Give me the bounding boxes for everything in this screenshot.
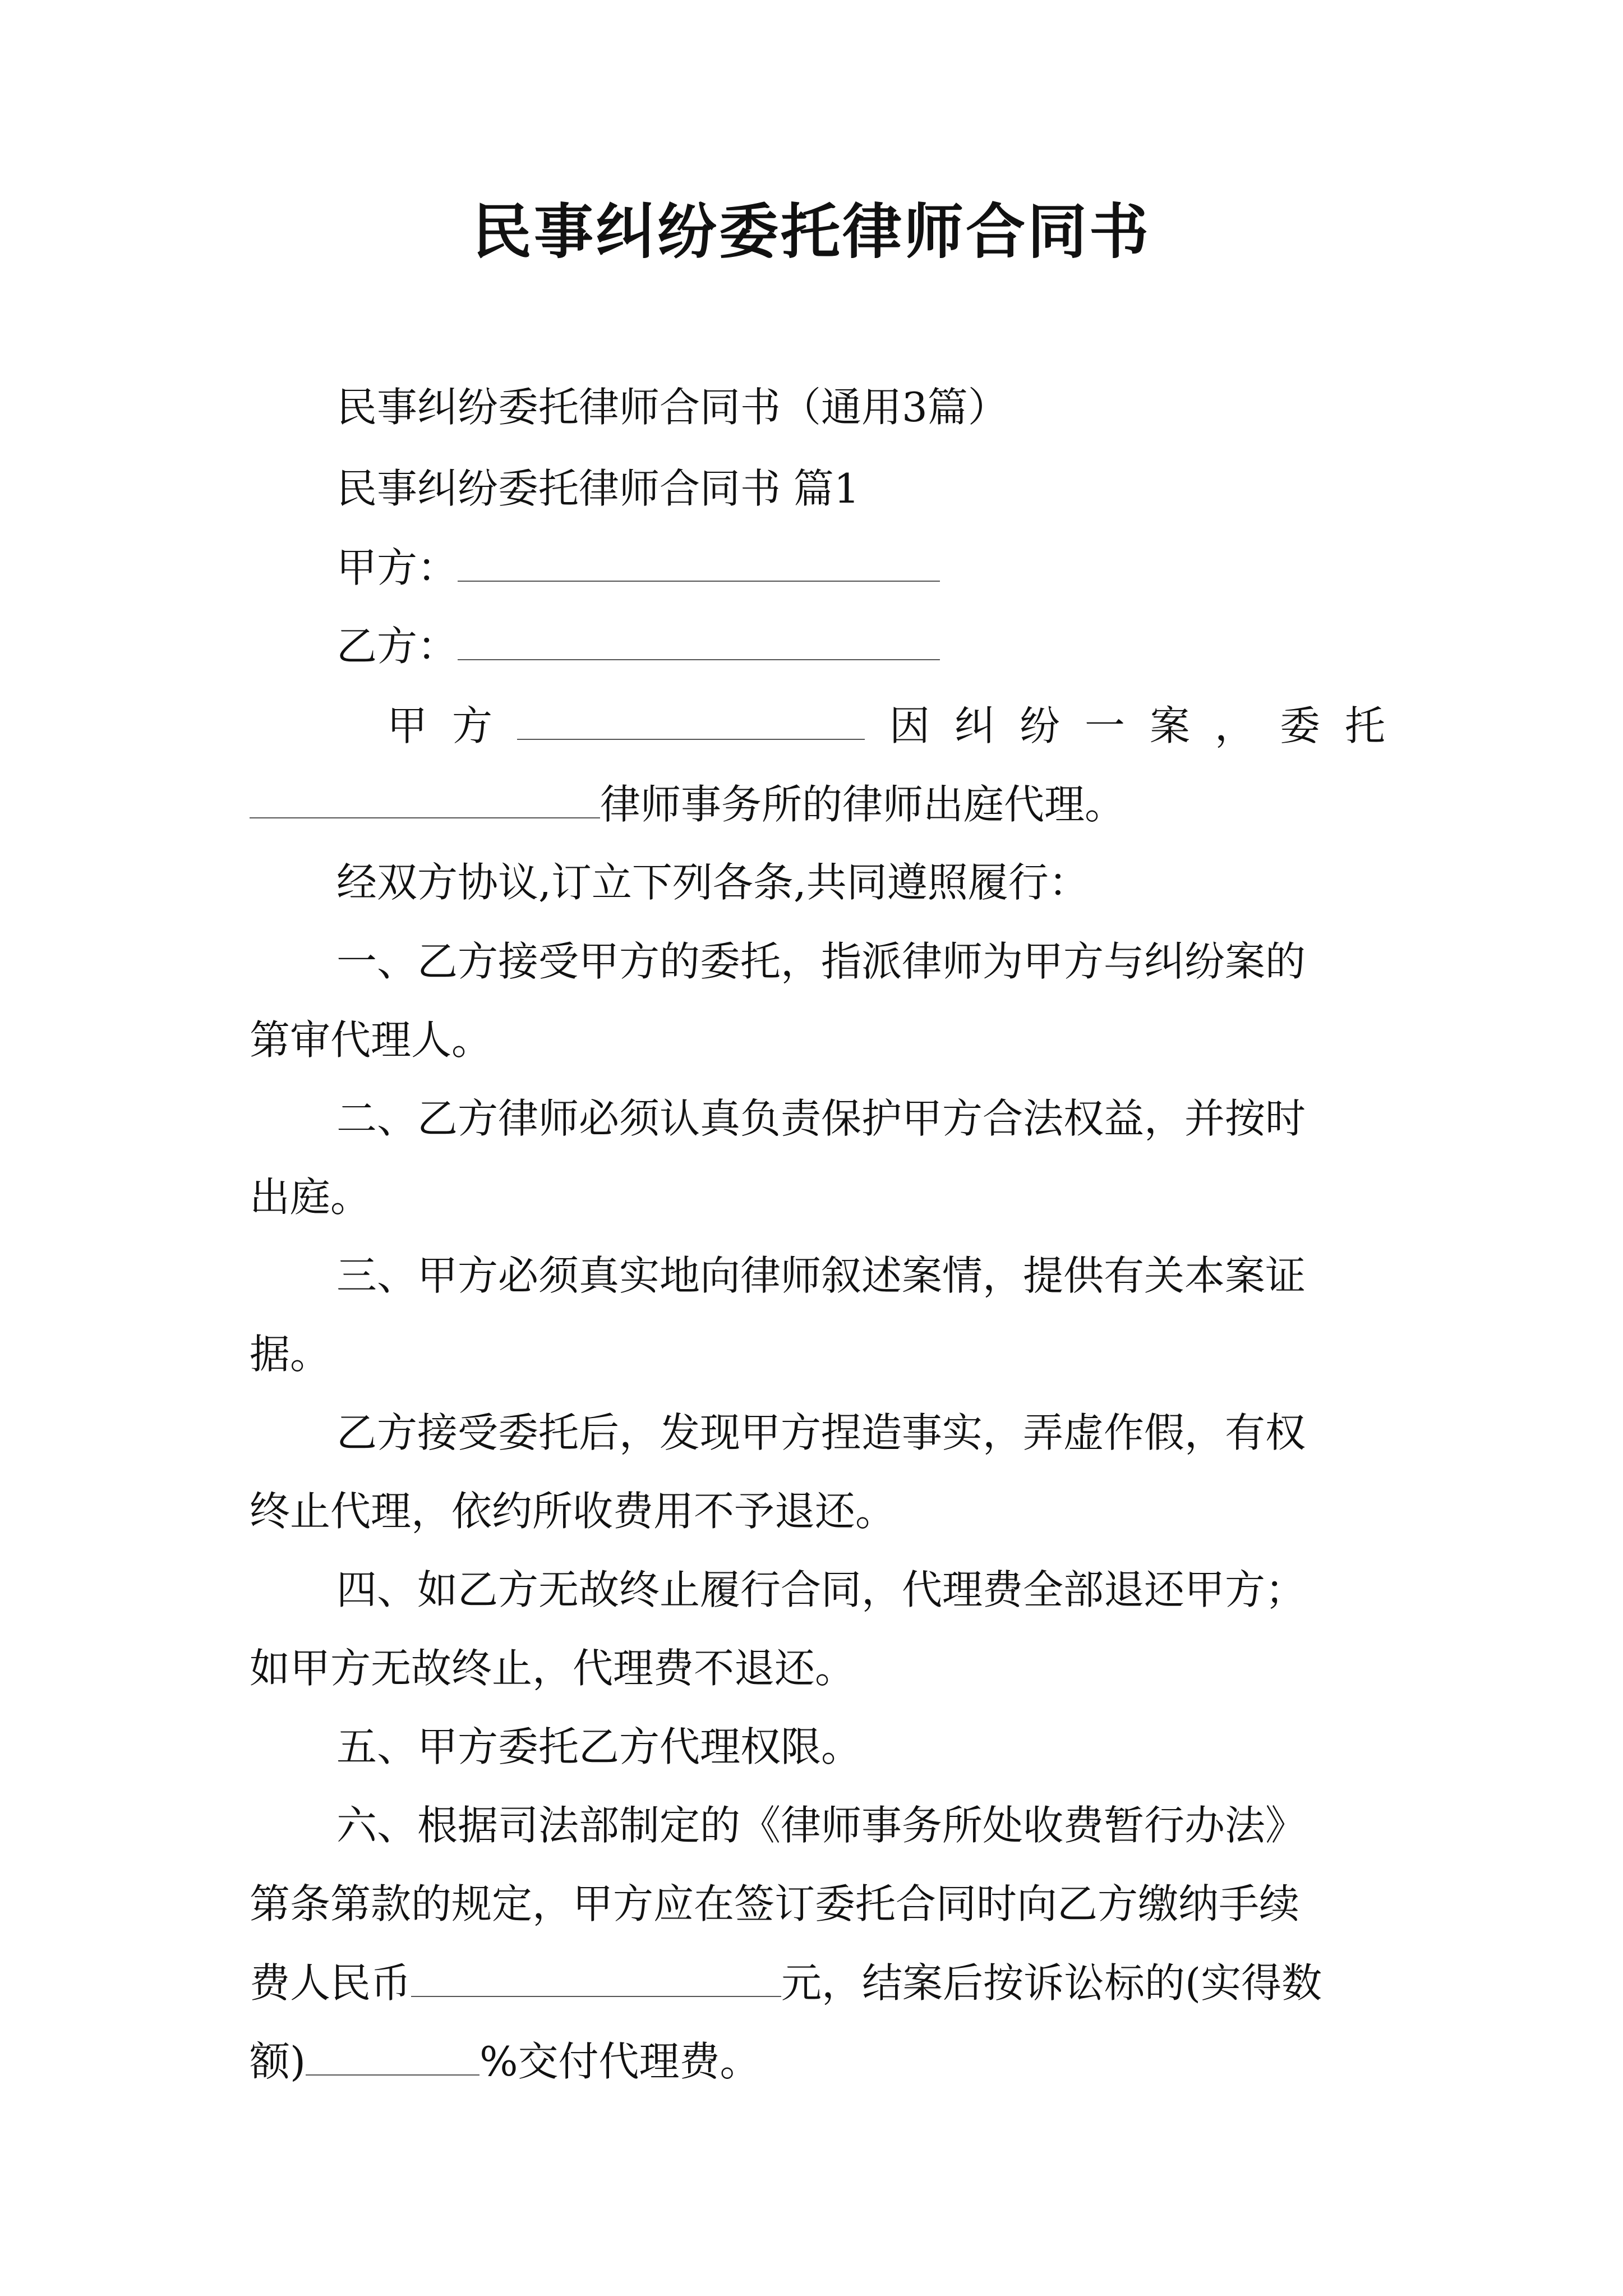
clause-3b-line-1: 乙方接受委托后，发现甲方捏造事实，弄虚作假，有权	[336, 1409, 1306, 1456]
clause-2-line-1: 二、乙方律师必须认真负责保护甲方合法权益，并按时	[336, 1095, 1306, 1142]
clause-6-line-2: 第条第款的规定，甲方应在签订委托合同时向乙方缴纳手续	[250, 1880, 1300, 1927]
intro-char: 委	[1279, 702, 1320, 749]
intro-char: 甲	[387, 702, 428, 749]
law-firm-blank	[250, 784, 600, 818]
intro-char: ，	[1214, 702, 1255, 749]
agreement-line: 经双方协议,订立下列各条,共同遵照履行：	[336, 859, 1089, 906]
fee-suffix: 元，结案后按诉讼标的(实得数	[781, 1959, 1322, 2007]
party-b-label: 乙方：	[336, 623, 458, 670]
case-name-blank	[517, 705, 865, 740]
party-b-line	[336, 623, 940, 670]
clause-6-line-3	[250, 1959, 1322, 2007]
intro-char: 因	[889, 702, 930, 749]
clause-4-line-1: 四、如乙方无故终止履行合同，代理费全部退还甲方；	[336, 1566, 1306, 1613]
clause-2-line-2: 出庭。	[250, 1174, 371, 1221]
document-title: 民事纠纷委托律师合同书	[472, 196, 1151, 266]
fee-amount-blank	[411, 1962, 781, 1997]
clause-1-line-2: 第审代理人。	[250, 1016, 492, 1064]
party-a-label: 甲方：	[336, 544, 458, 591]
clause-6-line-4	[250, 2038, 760, 2085]
clause-1-line-1: 一、乙方接受甲方的委托，指派律师为甲方与纠纷案的	[336, 938, 1306, 985]
fee-prefix: 费人民币	[250, 1959, 412, 2007]
party-a-blank	[458, 547, 940, 582]
intro-char: 托	[1344, 702, 1385, 749]
percent-blank	[306, 2041, 479, 2076]
intro-line-2	[250, 781, 1126, 828]
percent-suffix: %交付代理费。	[479, 2038, 760, 2085]
clause-3-line-2: 据。	[250, 1331, 331, 1378]
party-a-line	[336, 544, 940, 591]
clause-6-line-1: 六、根据司法部制定的《律师事务所处收费暂行办法》	[336, 1802, 1306, 1849]
document-subtitle: 民事纠纷委托律师合同书（通用3篇）	[336, 384, 1008, 431]
chapter-heading: 民事纠纷委托律师合同书 篇1	[336, 465, 860, 512]
intro-line-2-text: 律师事务所的律师出庭代理。	[600, 781, 1126, 828]
intro-char: 方	[452, 702, 493, 749]
percent-prefix: 额)	[250, 2038, 306, 2085]
clause-4-line-2: 如甲方无故终止，代理费不退还。	[250, 1645, 856, 1692]
intro-char: 纠	[954, 702, 995, 749]
clause-5-line: 五、甲方委托乙方代理权限。	[336, 1723, 862, 1770]
intro-char: 案	[1149, 702, 1190, 749]
clause-3b-line-2: 终止代理，依约所收费用不予退还。	[250, 1488, 896, 1535]
intro-line-1	[387, 702, 1385, 749]
party-b-blank	[458, 625, 940, 660]
intro-char: 一	[1084, 702, 1125, 749]
intro-char: 纷	[1019, 702, 1060, 749]
clause-3-line-1: 三、甲方必须真实地向律师叙述案情，提供有关本案证	[336, 1252, 1306, 1299]
